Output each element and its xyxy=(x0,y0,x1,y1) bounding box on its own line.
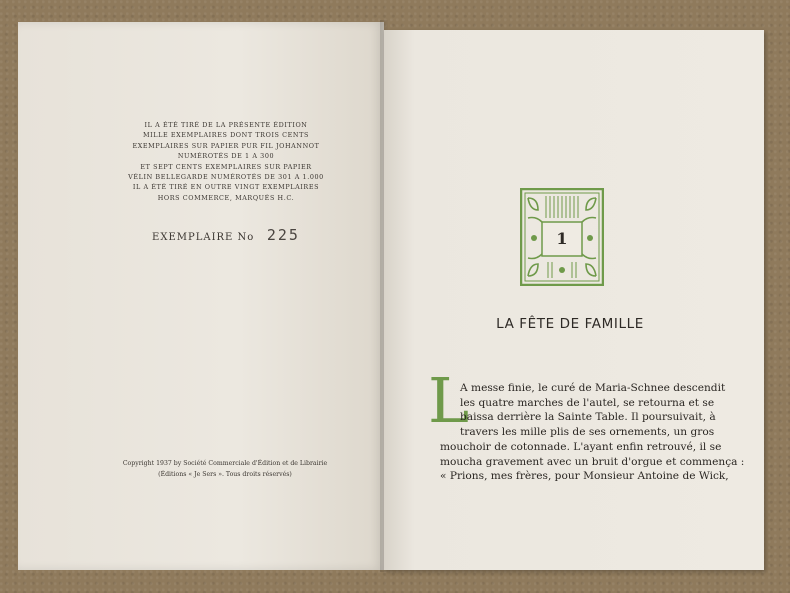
chapter-body-text xyxy=(440,381,745,484)
edition-statement xyxy=(108,120,344,203)
edition-line: ET SEPT CENTS EXEMPLAIRES SUR PAPIER xyxy=(140,162,312,171)
edition-line: NUMÉROTÉS DE 1 A 300 xyxy=(177,152,275,161)
body-line: moucha gravement avec un bruit d'orgue et commença : xyxy=(440,455,745,468)
drop-cap: L xyxy=(428,364,470,437)
edition-line: HORS COMMERCE, MARQUÉS H.C. xyxy=(157,193,295,202)
body-line: travers les mille plis de ses ornements, un gros xyxy=(460,426,715,439)
copyright-notice xyxy=(100,458,350,480)
exemplaire-number: 225 xyxy=(266,226,300,244)
edition-line: VÉLIN BELLEGARDE NUMÉROTÉS DE 301 A 1.000 xyxy=(128,173,324,182)
left-page xyxy=(18,22,384,570)
chapter-number: 1 xyxy=(556,229,568,248)
copyright-line: (Éditions « Je Sers ». Tous droits réservés) xyxy=(158,471,292,478)
right-page xyxy=(384,30,764,570)
exemplaire-number-line xyxy=(108,226,344,244)
edition-line: MILLE EXEMPLAIRES DONT TROIS CENTS xyxy=(143,131,309,140)
copyright-line: Copyright 1937 by Société Commerciale d'Édition et de Librairie xyxy=(122,460,328,467)
body-line: « Prions, mes frères, pour Monsieur Antoine de Wick, xyxy=(440,470,729,483)
chapter-title: LA FÊTE DE FAMILLE xyxy=(496,316,644,332)
body-line: mouchoir de cotonnade. L'ayant enfin retrouvé, il se xyxy=(440,440,722,453)
body-line: les quatre marches de l'autel, se retourna et se xyxy=(460,396,715,409)
body-line: baissa derrière la Sainte Table. Il poursuivait, à xyxy=(460,411,716,424)
exemplaire-label: EXEMPLAIRE No xyxy=(152,232,255,243)
edition-line: IL A ÉTÉ TIRÉ DE LA PRÉSENTE ÉDITION xyxy=(144,121,308,129)
edition-line: EXEMPLAIRES SUR PAPIER PUR FIL JOHANNOT xyxy=(132,141,320,150)
edition-line: IL A ÉTÉ TIRÉ EN OUTRE VINGT EXEMPLAIRES xyxy=(132,183,320,192)
body-line: A messe finie, le curé de Maria-Schnee descendit xyxy=(460,382,726,394)
